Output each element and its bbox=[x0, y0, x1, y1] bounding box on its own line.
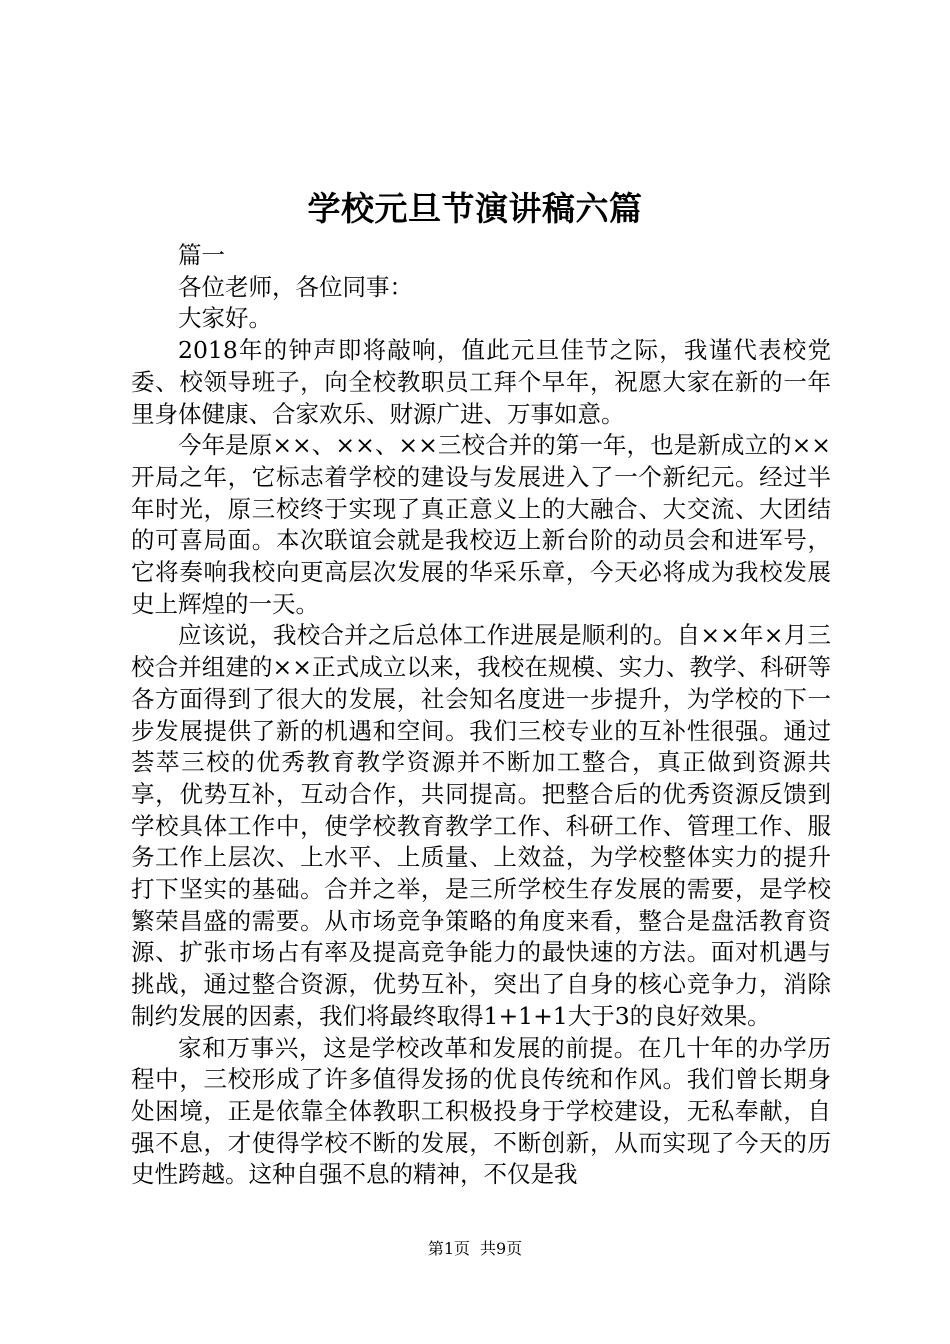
document-body bbox=[131, 240, 831, 1191]
greeting: 大家好。 bbox=[178, 304, 272, 333]
paragraph: 2018年的钟声即将敲响，值此元旦佳节之际，我谨代表校党委、校领导班子，向全校教职员工拜个早年，祝愿大家在新的一年里身体健康、合家欢乐、财源广进、万事如意。 bbox=[131, 336, 831, 428]
salutation: 各位老师，各位同事： bbox=[178, 272, 413, 301]
paragraph: 家和万事兴，这是学校改革和发展的前提。在几十年的办学历程中，三校形成了许多值得发扬的优良传统和作风。我们曾长期身处困境，正是依靠全体教职工积极投身于学校建设，无私奉献，自强不息，才使得学校不断的发展，不断创新，从而实现了今天的历史性跨越。这种自强不息的精神，不仅是我 bbox=[131, 1033, 831, 1189]
page-total: 共9页 bbox=[480, 1239, 523, 1258]
section-heading: 篇一 bbox=[178, 241, 225, 269]
paragraph: 应该说，我校合并之后总体工作进展是顺利的。自××年×月三校合并组建的××正式成立以来，我校在规模、实力、教学、科研等各方面得到了很大的发展，社会知名度进一步提升，为学校的下一步发展提供了新的机遇和空间。我们三校专业的互补性很强。通过荟萃三校的优秀教育教学资源并不断加工整合，真正做到资源共享，优势互补，互动合作，共同提高。把整合后的优秀资源反馈到学校具体工作中，使学校教育教学工作、科研工作、管理工作、服务工作上层次、上水平、上质量、上效益，为学校整体实力的提升打下坚实的基础。合并之举，是三所学校生存发展的需要，是学校繁荣昌盛的需要。从市场竞争策略的角度来看，整合是盘活教育资源、扩张市场占有率及提高竞争能力的最快速的方法。面对机遇与挑战，通过整合资源，优势互补，突出了自身的核心竞争力，消除制约发展的因素，我们将最终取得1+1+1大于3的良好效果。 bbox=[131, 621, 831, 1030]
page-number: 第1页 bbox=[427, 1239, 470, 1258]
paragraph: 今年是原××、××、××三校合并的第一年，也是新成立的××开局之年，它标志着学校的建设与发展进入了一个新纪元。经过半年时光，原三校终于实现了真正意义上的大融合、大交流、大团结的可喜局面。本次联谊会就是我校迈上新台阶的动员会和进军号，它将奏响我校向更高层次发展的华采乐章，今天必将成为我校发展史上辉煌的一天。 bbox=[131, 431, 831, 618]
page-footer bbox=[0, 1238, 950, 1260]
document-title: 学校元旦节演讲稿六篇 bbox=[307, 189, 643, 228]
